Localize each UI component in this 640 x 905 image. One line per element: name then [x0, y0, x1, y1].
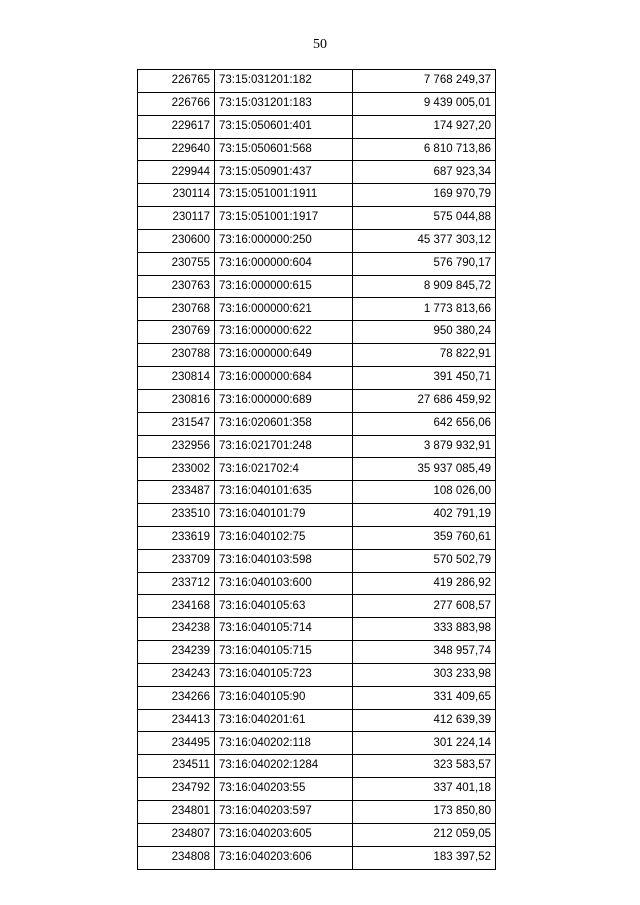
- row-id-cell: 234511: [138, 755, 215, 778]
- cadastral-number-cell: 73:16:040202:118: [215, 732, 353, 755]
- cadastral-value-cell: 6 810 713,86: [353, 138, 496, 161]
- cadastral-number-cell: 73:15:051001:1911: [215, 184, 353, 207]
- cadastral-value-cell: 419 286,92: [353, 572, 496, 595]
- cadastral-number-cell: 73:15:051001:1917: [215, 207, 353, 230]
- row-id-cell: 234239: [138, 641, 215, 664]
- table-row: [138, 70, 496, 93]
- cadastral-value-cell: 35 937 085,49: [353, 458, 496, 481]
- table-row: [138, 366, 496, 389]
- table-row: [138, 229, 496, 252]
- cadastral-number-cell: 73:16:040103:600: [215, 572, 353, 595]
- row-id-cell: 229944: [138, 161, 215, 184]
- cadastral-number-cell: 73:16:040101:79: [215, 504, 353, 527]
- table-row: [138, 92, 496, 115]
- cadastral-value-cell: 333 883,98: [353, 618, 496, 641]
- row-id-cell: 234413: [138, 709, 215, 732]
- row-id-cell: 234238: [138, 618, 215, 641]
- cadastral-number-cell: 73:16:040203:605: [215, 823, 353, 846]
- row-id-cell: 230117: [138, 207, 215, 230]
- table-row: [138, 344, 496, 367]
- cadastral-number-cell: 73:16:040105:714: [215, 618, 353, 641]
- table-row: [138, 504, 496, 527]
- table-row: [138, 618, 496, 641]
- cadastral-number-cell: 73:16:040202:1284: [215, 755, 353, 778]
- table-row: [138, 138, 496, 161]
- row-id-cell: 233487: [138, 481, 215, 504]
- cadastral-number-cell: 73:16:040103:598: [215, 549, 353, 572]
- table-row: [138, 275, 496, 298]
- cadastral-number-cell: 73:15:050601:401: [215, 115, 353, 138]
- row-id-cell: 234495: [138, 732, 215, 755]
- cadastral-value-cell: 331 409,65: [353, 686, 496, 709]
- cadastral-value-cell: 183 397,52: [353, 846, 496, 869]
- row-id-cell: 234266: [138, 686, 215, 709]
- table-row: [138, 526, 496, 549]
- cadastral-number-cell: 73:16:040105:63: [215, 595, 353, 618]
- table-row: [138, 161, 496, 184]
- table-row: [138, 115, 496, 138]
- cadastral-number-cell: 73:16:000000:621: [215, 298, 353, 321]
- cadastral-value-table: [137, 69, 496, 870]
- row-id-cell: 230769: [138, 321, 215, 344]
- cadastral-number-cell: 73:16:000000:684: [215, 366, 353, 389]
- table-body: [138, 70, 496, 870]
- cadastral-value-cell: 576 790,17: [353, 252, 496, 275]
- row-id-cell: 229617: [138, 115, 215, 138]
- row-id-cell: 234808: [138, 846, 215, 869]
- table-row: [138, 389, 496, 412]
- cadastral-number-cell: 73:16:040203:55: [215, 778, 353, 801]
- cadastral-value-cell: 45 377 303,12: [353, 229, 496, 252]
- row-id-cell: 234801: [138, 801, 215, 824]
- table-row: [138, 801, 496, 824]
- table-row: [138, 207, 496, 230]
- table-row: [138, 481, 496, 504]
- table-row: [138, 755, 496, 778]
- cadastral-value-cell: 348 957,74: [353, 641, 496, 664]
- row-id-cell: 229640: [138, 138, 215, 161]
- row-id-cell: 234807: [138, 823, 215, 846]
- cadastral-number-cell: 73:15:050901:437: [215, 161, 353, 184]
- cadastral-number-cell: 73:16:040203:606: [215, 846, 353, 869]
- cadastral-number-cell: 73:16:040203:597: [215, 801, 353, 824]
- row-id-cell: 231547: [138, 412, 215, 435]
- row-id-cell: 233510: [138, 504, 215, 527]
- cadastral-value-cell: 1 773 813,66: [353, 298, 496, 321]
- row-id-cell: 233619: [138, 526, 215, 549]
- table-row: [138, 572, 496, 595]
- cadastral-number-cell: 73:16:000000:615: [215, 275, 353, 298]
- row-id-cell: 233709: [138, 549, 215, 572]
- cadastral-number-cell: 73:15:031201:182: [215, 70, 353, 93]
- table-row: [138, 252, 496, 275]
- cadastral-number-cell: 73:16:021702:4: [215, 458, 353, 481]
- row-id-cell: 230600: [138, 229, 215, 252]
- cadastral-value-cell: 575 044,88: [353, 207, 496, 230]
- row-id-cell: 234168: [138, 595, 215, 618]
- cadastral-number-cell: 73:16:040102:75: [215, 526, 353, 549]
- cadastral-value-cell: 687 923,34: [353, 161, 496, 184]
- cadastral-number-cell: 73:16:040105:723: [215, 663, 353, 686]
- cadastral-number-cell: 73:16:040101:635: [215, 481, 353, 504]
- cadastral-value-cell: 412 639,39: [353, 709, 496, 732]
- cadastral-value-cell: 174 927,20: [353, 115, 496, 138]
- table-row: [138, 641, 496, 664]
- row-id-cell: 230768: [138, 298, 215, 321]
- cadastral-value-cell: 301 224,14: [353, 732, 496, 755]
- cadastral-value-cell: 277 608,57: [353, 595, 496, 618]
- cadastral-value-cell: 642 656,06: [353, 412, 496, 435]
- cadastral-value-cell: 323 583,57: [353, 755, 496, 778]
- cadastral-value-cell: 7 768 249,37: [353, 70, 496, 93]
- cadastral-value-cell: 402 791,19: [353, 504, 496, 527]
- cadastral-number-cell: 73:16:020601:358: [215, 412, 353, 435]
- cadastral-number-cell: 73:16:000000:689: [215, 389, 353, 412]
- cadastral-number-cell: 73:16:000000:622: [215, 321, 353, 344]
- row-id-cell: 230816: [138, 389, 215, 412]
- cadastral-number-cell: 73:16:040105:90: [215, 686, 353, 709]
- cadastral-value-cell: 27 686 459,92: [353, 389, 496, 412]
- cadastral-value-cell: 169 970,79: [353, 184, 496, 207]
- table-row: [138, 184, 496, 207]
- cadastral-value-cell: 337 401,18: [353, 778, 496, 801]
- cadastral-number-cell: 73:15:031201:183: [215, 92, 353, 115]
- cadastral-number-cell: 73:16:040105:715: [215, 641, 353, 664]
- table-row: [138, 321, 496, 344]
- table-row: [138, 412, 496, 435]
- table-row: [138, 595, 496, 618]
- cadastral-number-cell: 73:16:000000:250: [215, 229, 353, 252]
- cadastral-value-cell: 3 879 932,91: [353, 435, 496, 458]
- row-id-cell: 226766: [138, 92, 215, 115]
- table-row: [138, 846, 496, 869]
- cadastral-number-cell: 73:16:000000:649: [215, 344, 353, 367]
- cadastral-value-cell: 570 502,79: [353, 549, 496, 572]
- cadastral-number-cell: 73:16:000000:604: [215, 252, 353, 275]
- cadastral-value-cell: 9 439 005,01: [353, 92, 496, 115]
- table-row: [138, 778, 496, 801]
- row-id-cell: 233002: [138, 458, 215, 481]
- table-row: [138, 435, 496, 458]
- row-id-cell: 230788: [138, 344, 215, 367]
- cadastral-value-cell: 950 380,24: [353, 321, 496, 344]
- row-id-cell: 230755: [138, 252, 215, 275]
- table-row: [138, 686, 496, 709]
- page-number: 50: [313, 37, 327, 52]
- table-row: [138, 823, 496, 846]
- cadastral-value-cell: 8 909 845,72: [353, 275, 496, 298]
- row-id-cell: 233712: [138, 572, 215, 595]
- cadastral-number-cell: 73:16:021701:248: [215, 435, 353, 458]
- row-id-cell: 230114: [138, 184, 215, 207]
- row-id-cell: 230763: [138, 275, 215, 298]
- cadastral-value-cell: 108 026,00: [353, 481, 496, 504]
- row-id-cell: 230814: [138, 366, 215, 389]
- cadastral-value-cell: 212 059,05: [353, 823, 496, 846]
- cadastral-number-cell: 73:15:050601:568: [215, 138, 353, 161]
- table-row: [138, 663, 496, 686]
- row-id-cell: 226765: [138, 70, 215, 93]
- cadastral-value-cell: 303 233,98: [353, 663, 496, 686]
- cadastral-value-cell: 359 760,61: [353, 526, 496, 549]
- table-row: [138, 458, 496, 481]
- cadastral-number-cell: 73:16:040201:61: [215, 709, 353, 732]
- cadastral-value-cell: 173 850,80: [353, 801, 496, 824]
- table-row: [138, 298, 496, 321]
- cadastral-value-cell: 78 822,91: [353, 344, 496, 367]
- row-id-cell: 234243: [138, 663, 215, 686]
- row-id-cell: 234792: [138, 778, 215, 801]
- row-id-cell: 232956: [138, 435, 215, 458]
- cadastral-value-cell: 391 450,71: [353, 366, 496, 389]
- table-row: [138, 709, 496, 732]
- table-row: [138, 732, 496, 755]
- table-row: [138, 549, 496, 572]
